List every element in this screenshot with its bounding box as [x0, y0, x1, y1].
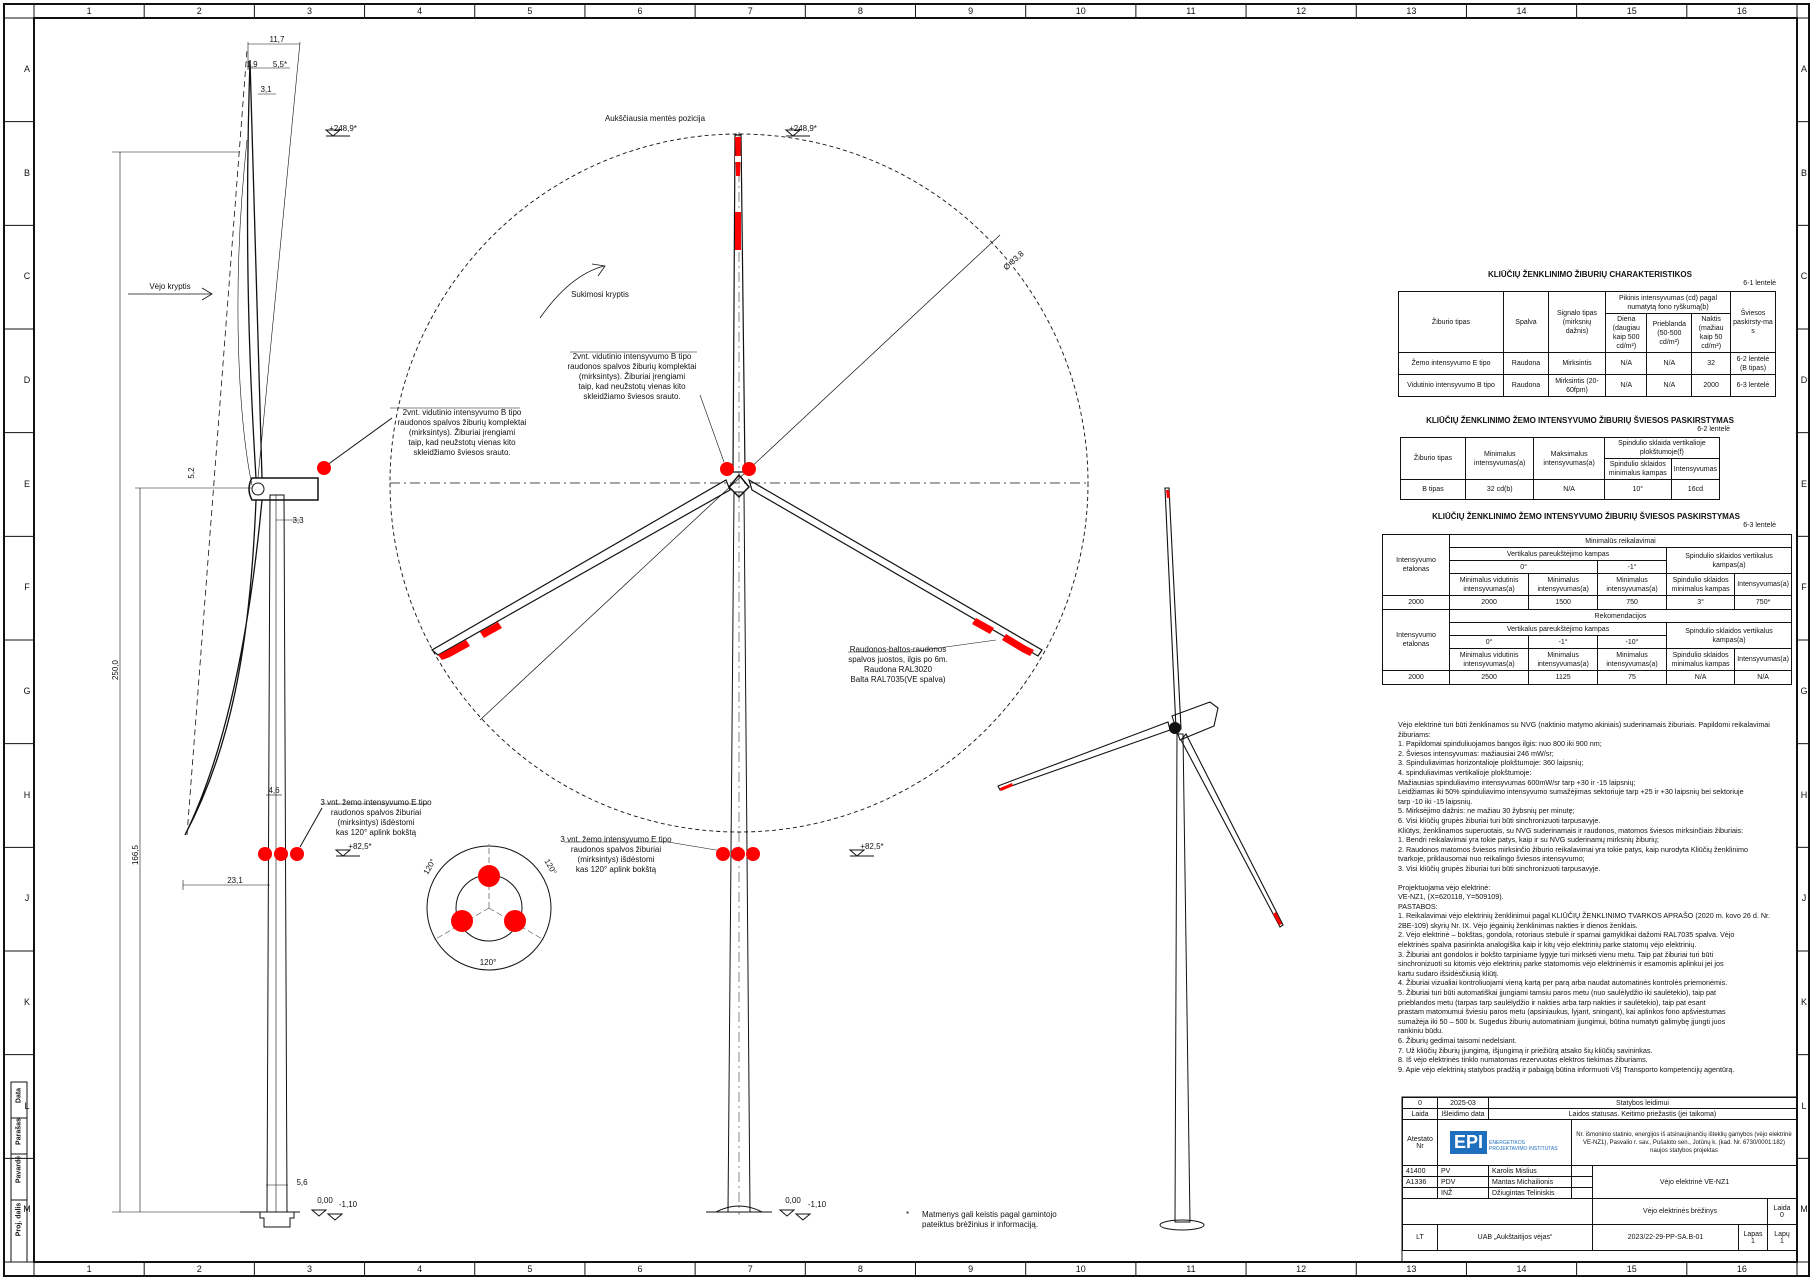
dimension-5-6: 5,6	[296, 1178, 308, 1187]
dimension-3-1: 3,1	[260, 85, 272, 94]
note-line: 2. Vėjo elektrinė – bokštas, gondola, rotoriaus stebulė ir sparnai gamyklikai dažomi RAL7035 spalva. Vėjo	[1398, 930, 1735, 940]
t3-h2-e: Intensyvumas(a)	[1735, 649, 1792, 671]
note-line: tarp -10 iki -15 laipsnių.	[1398, 796, 1473, 806]
grid-column-label: 11	[1186, 1264, 1196, 1274]
t3-h-int: Intensyvumas(a)	[1735, 574, 1792, 596]
rotor-radius-label: Ø 83,8	[1001, 249, 1026, 273]
tb-drawing-name: Vėjo elektrinės brėžinys	[1593, 1199, 1768, 1225]
table1-title: KLIŪČIŲ ŽENKLINIMO ŽIBURIŲ CHARAKTERISTIKOS	[1488, 270, 1692, 279]
t2-h-max: Maksimalus intensyvumas(a)	[1534, 438, 1604, 480]
tb-person-id: A1336	[1403, 1177, 1438, 1188]
note-line: prieblandos metu (tarpas tarp saulėlydžio ir nakties arba tarp nakties ir saulėtekio), taip pat esant	[1398, 997, 1706, 1007]
t3-h2-b: Minimalus intensyvumas(a)	[1529, 649, 1598, 671]
side-stamp	[11, 1082, 27, 1262]
t1-h-type: Žiburio tipas	[1399, 292, 1504, 353]
grid-row-label: J	[1801, 893, 1807, 904]
t1-h-color: Spalva	[1504, 292, 1549, 353]
grid-row-label: L	[1801, 1100, 1807, 1111]
plan-red-lights	[451, 865, 526, 932]
t3-h-min-req: Minimalūs reikalavimai	[1450, 535, 1792, 548]
t3-h-spread: Spindulio sklaidos vertikalus kampas(a)	[1667, 548, 1792, 574]
note-line: PASTABOS:	[1398, 901, 1438, 911]
t1-cell: N/A	[1606, 353, 1647, 375]
grid-column-label: 9	[968, 6, 974, 16]
note-line	[1398, 874, 1790, 883]
grid-column-label: 13	[1406, 6, 1417, 16]
grid-column-label: 1	[86, 6, 92, 16]
note-line: 2. Raudonos matomos šviesos mirksinčio žiburio reikalavimai yra tokie patys, kaip nurodyta Kliūčių ženklinimo	[1398, 844, 1748, 854]
tb-person-role: PDV	[1438, 1177, 1489, 1188]
tb-lapas: 1	[1751, 1237, 1755, 1245]
grid-column-label: 9	[968, 1264, 974, 1274]
grid-row-label: H	[23, 789, 31, 800]
table-row	[1383, 596, 1792, 610]
t3-h-m1: -1°	[1598, 561, 1667, 574]
grid-row-label: H	[1800, 789, 1808, 800]
note-line: sinchronizuoti su kitomis vėjo elektrinių parke statomomis vėjo elektrinėmis ir esamomis aplinkui jei jos	[1398, 959, 1724, 969]
tb-lapu-cell	[1768, 1225, 1797, 1251]
note-line: 3. Žiburiai ant gondolos ir bokšto tarpiniame lygyje turi mirksėti vienu metu. Taip pat žiburiai turi būti	[1398, 949, 1714, 959]
t3-h-min-int: Minimalus intensyvumas(a)	[1529, 574, 1598, 596]
grid-row-label: F	[24, 582, 30, 593]
table2	[1400, 437, 1720, 500]
t1-cell: 6-3 lentelė	[1731, 375, 1776, 397]
angle-label-left: 120°	[421, 857, 438, 877]
grid-row-label: M	[1800, 1204, 1808, 1215]
table3-title: KLIŪČIŲ ŽENKLINIMO ŽEMO INTENSYVUMO ŽIBURIŲ ŠVIESOS PASKIRSTYMAS	[1432, 512, 1740, 521]
note-line: 1. Bendri reikalavimai yra tokie patys, kaip ir su NVG suderinamų mirksnių žiburių;	[1398, 835, 1659, 845]
t2-h-angle: Spindulio sklaidos minimalus kampas	[1604, 459, 1671, 480]
grid-row-label: C	[23, 271, 31, 282]
note-line: prastam matomumui šviesiu paros metu (apsiniaukus, lyjant, sningant), kai aplinkos fono apšviestumas	[1398, 1007, 1726, 1017]
t1-cell: N/A	[1647, 353, 1692, 375]
t3-cell: 3°	[1667, 596, 1735, 610]
note-line: 1. Reikalavimai vėjo elektrinių ženklinimui pagal KLIŪČIŲ ŽENKLINIMO TVARKOS APRAŠO (2020 m. kovo 26 d. Nr.	[1398, 911, 1771, 921]
grid-column-label: 12	[1296, 1264, 1307, 1274]
note-line: 6. Visi kliūčių grupės žiburiai turi būti sinchronizuoti tarpusavyje.	[1398, 815, 1601, 825]
grid-column-label: 3	[306, 1264, 312, 1274]
note-line: 1. Papildomai spinduliuojamos bangos ilgis: nuo 800 iki 900 nm;	[1398, 739, 1602, 749]
callout-blade-bands: Raudonos-baltos-raudonos spalvos juostos, ilgis po 6m. Raudona RAL3020 Balta RAL7035(VE spalva)	[848, 645, 948, 684]
t3-cell: 2500	[1450, 671, 1529, 685]
t1-h-night: Naktis (mažiau kaip 50 cd/m²)	[1692, 314, 1731, 353]
t3-h-min-int2: Minimalus intensyvumas(a)	[1598, 574, 1667, 596]
side-stamp-surname: Pavardė	[15, 1155, 23, 1184]
grid-column-label: 10	[1075, 6, 1086, 16]
note-line: kartu sudaro išsidėsčiusią kliūtį.	[1398, 968, 1499, 978]
grid-column-label: 4	[417, 6, 423, 16]
t1-h-intensity: Pikinis intensyvumas (cd) pagal numatytą fono ryškumą(b)	[1606, 292, 1731, 314]
front-red-lights	[716, 462, 760, 861]
footnote-mark: *	[906, 1210, 910, 1219]
t2-h-intensity: Intensyvumas	[1671, 459, 1719, 480]
note-line: žiburiams:	[1398, 729, 1431, 739]
t1-cell: 2000	[1692, 375, 1731, 397]
front-view	[390, 130, 1088, 1220]
elevation-ground-c: 0,00	[785, 1196, 801, 1205]
note-line: 5. Mirksėjimo dažnis: ne mažiau 30 žybsnių per minutę;	[1398, 806, 1575, 816]
grid-row-label: M	[23, 1204, 31, 1215]
t1-cell: Žemo intensyvumo E tipo	[1399, 353, 1504, 375]
t3-h2-a: Minimalus vidutinis intensyvumas(a)	[1450, 649, 1529, 671]
tb-laida-val: 0	[1780, 1211, 1784, 1219]
t3-cell: 2000	[1383, 671, 1450, 685]
wind-direction-label: Vėjo kryptis	[149, 282, 191, 291]
tb-lapas-cell	[1739, 1225, 1768, 1251]
rotation-direction-label: Sukimosi kryptis	[571, 290, 629, 299]
tb-person-name: Karolis Mislius	[1489, 1166, 1572, 1177]
dimension-4-6: 4,6	[268, 786, 280, 795]
grid-row-label: B	[23, 167, 30, 178]
grid-column-label: 1	[86, 1264, 92, 1274]
note-line: 2. Šviesos intensyvumas: mažiausiai 246 mW/sr;	[1398, 748, 1554, 758]
note-line: Mažiausias spinduliavimo intensyvumas 600mW/sr tarp +30 ir -15 laipsnių;	[1398, 777, 1636, 787]
grid-column-label: 2	[196, 1264, 202, 1274]
grid-column-label: 8	[857, 6, 863, 16]
grid-column-label: 2	[196, 6, 202, 16]
dimension-250: 250,0	[111, 659, 120, 681]
tb-rev-date: 2025-03	[1438, 1098, 1489, 1109]
grid-row-label: L	[24, 1100, 30, 1111]
t1-cell: Raudona	[1504, 353, 1549, 375]
tb-h-lapu: Lapų	[1774, 1230, 1790, 1238]
logo-text: ENERGETIKOS PROJEKTAVIMO INSTITUTAS	[1488, 1140, 1558, 1153]
t3-h-recommendations: Rekomendacijos	[1450, 610, 1792, 623]
note-line: 8. Iš vėjo elektrinės tinklo numatomas rezervuotas elektros tiekimas žiburiams.	[1398, 1055, 1648, 1065]
dimension-11-7: 11,7	[269, 35, 285, 44]
grid-row-label: B	[1800, 167, 1807, 178]
dimension-5-5: 5,5*	[272, 60, 288, 69]
table-row	[1399, 353, 1776, 375]
tb-country: LT	[1403, 1225, 1438, 1251]
dimension-3-3: 3,3	[292, 516, 304, 525]
t3-cell: 750	[1598, 596, 1667, 610]
grid-column-label: 12	[1296, 6, 1307, 16]
tb-h-status: Laidos statusas. Keitimo priežastis (jei taikoma)	[1489, 1109, 1797, 1120]
t2-h-type: Žiburio tipas	[1401, 438, 1466, 480]
dimension-1-9: 1,9	[246, 60, 258, 69]
angle-label-bottom: 120°	[479, 958, 497, 967]
tb-h-laida2: Laida	[1773, 1204, 1791, 1212]
t3-h-0: 0°	[1450, 561, 1598, 574]
tb-rev: 0	[1403, 1098, 1438, 1109]
grid-row-label: D	[1800, 374, 1808, 385]
tb-person-id: 41400	[1403, 1166, 1438, 1177]
note-line: tvarkoje, priklausomai nuo reikalingo šviesos intensyvumo;	[1398, 854, 1585, 864]
grid-column-label: 3	[306, 6, 312, 16]
title-block	[1402, 1097, 1797, 1251]
grid-column-label: 7	[747, 1264, 753, 1274]
t3-h2-0: 0°	[1450, 636, 1529, 649]
grid-row-label: J	[24, 893, 30, 904]
note-line: rankiniu būdu.	[1398, 1026, 1444, 1036]
grid-column-label: 16	[1736, 6, 1747, 16]
t3-h-spread-2: Spindulio sklaidos vertikalus kampas(a)	[1667, 623, 1792, 649]
note-line: elektrinės spalva pasirinkta analogiška kaip ir kitų vėjo elektrinių parke statomų vėjo elektrinių.	[1398, 940, 1697, 950]
front-red-bands	[438, 137, 1034, 660]
table2-title: KLIŪČIŲ ŽENKLINIMO ŽEMO INTENSYVUMO ŽIBURIŲ ŠVIESOS PASKIRSTYMAS	[1426, 416, 1734, 425]
grid-column-label: 13	[1406, 1264, 1417, 1274]
t1-cell: Vidutinio intensyvumo B tipo	[1399, 375, 1504, 397]
elevation-hub-front: +82,5*	[860, 842, 884, 851]
tb-client: UAB „Aukštaitijos vėjas“	[1438, 1225, 1593, 1251]
note-line: Kliūtys, ženklinamos superuotais, su NVG suderinamais ir raudonos, matomos šviesos mirksinčiais žiburiais:	[1398, 825, 1744, 835]
t2-cell: N/A	[1534, 480, 1604, 500]
t2-h-spread: Spindulio sklaida vertikalioje plokštumoje(f)	[1604, 438, 1719, 459]
table1-ref: 6-1 lentelė	[1743, 280, 1776, 287]
note-line: 3. Spinduliavimas horizontalioje plokštumoje: 360 laipsnių;	[1398, 758, 1584, 768]
grid-row-label: G	[23, 685, 31, 696]
t3-cell: 2000	[1383, 596, 1450, 610]
tb-rev-status: Statybos leidimui	[1489, 1098, 1797, 1109]
tb-project: Nr. išmoninio statinio, energijos iš atsinaujinančių išteklių gamybos (vėjo elektrinė VE-NZ1), Pasvalio r. sav., Pušaloto sen., Jotūnų k. (kad. Nr. 6730/0001:182) naujos statybos projektas	[1572, 1120, 1797, 1166]
company-logo	[1438, 1120, 1572, 1166]
side-stamp-data: Data	[15, 1087, 23, 1104]
grid-column-label: 14	[1516, 6, 1527, 16]
t3-cell: 75	[1598, 671, 1667, 685]
t1-h-distribution: Šviesos paskirsty-ma s	[1731, 292, 1776, 353]
table-row	[1383, 671, 1792, 685]
elevation-ground-b: -1,10	[338, 1200, 358, 1209]
grid-row-label: D	[23, 374, 31, 385]
t3-h-vert: Vertikalus pareukštėjimo kampas	[1450, 548, 1667, 561]
tb-person-id	[1403, 1188, 1438, 1199]
t3-cell: N/A	[1735, 671, 1792, 685]
dimension-166-5: 166,5	[131, 844, 140, 866]
grid-column-label: 4	[417, 1264, 423, 1274]
t3-h2-m10: -10°	[1598, 636, 1667, 649]
iso-red-bands	[1000, 490, 1282, 925]
tb-h-lapas: Lapas	[1743, 1230, 1763, 1238]
t1-cell: Mirksintis	[1549, 353, 1606, 375]
iso-view	[998, 488, 1283, 1230]
side-stamp-part: Proj. dalis	[15, 1202, 23, 1237]
top-blade-label: Aukščiausia mentės pozicija	[604, 114, 706, 123]
dimension-23-1: 23,1	[227, 876, 243, 885]
table3-ref: 6-3 lentelė	[1743, 522, 1776, 529]
grid-row-label: K	[23, 996, 30, 1007]
grid-column-label: 7	[747, 6, 753, 16]
grid-row-label: E	[23, 478, 30, 489]
dimension-5-2: 5,2	[187, 467, 196, 479]
tb-lapu: 1	[1780, 1237, 1784, 1245]
t3-h2-d: Spindulio sklaidos minimalus kampas	[1667, 649, 1735, 671]
table1	[1398, 291, 1776, 397]
t3-h-min-angle: Spindulio sklaidos minimalus kampas	[1667, 574, 1735, 596]
note-line: 5. Žiburiai turi būti automatiškai įjungiami tamsiu paros metu (nuo saulėlydžio iki saulėtekio), taip pat	[1398, 988, 1716, 998]
t3-h-etalon: Intensyvumo etalonas	[1383, 535, 1450, 596]
grid-column-label: 5	[527, 6, 533, 16]
t1-h-day: Diena (daugiau kaip 500 cd/m²)	[1606, 314, 1647, 353]
tb-person-name: Džiugintas Teliniskis	[1489, 1188, 1572, 1199]
side-stamp-signature: Parašas	[15, 1118, 23, 1145]
elevation-ground-a: 0,00	[317, 1196, 333, 1205]
t1-cell: Mirksintis (20-60fpm)	[1549, 375, 1606, 397]
t1-h-signal: Signalo tipas (mirksnių dažnis)	[1549, 292, 1606, 353]
t3-h-etalon-2: Intensyvumo etalonas	[1383, 610, 1450, 671]
t3-cell: 1125	[1529, 671, 1598, 685]
t3-h-min-avg: Minimalus vidutinis intensyvumas(a)	[1450, 574, 1529, 596]
t1-h-twilight: Prieblanda (50-500 cd/m²)	[1647, 314, 1692, 353]
grid-row-label: C	[1800, 271, 1808, 282]
tb-laida-cell	[1768, 1199, 1797, 1225]
table2-ref: 6-2 lentelė	[1697, 426, 1730, 433]
t2-cell: 16cd	[1671, 480, 1719, 500]
note-line: 9. Apie vėjo elektrinių statybos pradžią ir pabaigą būtina informuoti VšĮ Transporto kompetencijų agentūrą.	[1398, 1064, 1735, 1074]
table-row	[1399, 375, 1776, 397]
table3	[1382, 534, 1792, 685]
t2-cell: 10°	[1604, 480, 1671, 500]
tb-h-date: Išleidimo data	[1438, 1109, 1489, 1120]
table-row	[1401, 480, 1720, 500]
t1-cell: N/A	[1647, 375, 1692, 397]
elevation-top-side: +248,9*	[329, 124, 357, 133]
footnote: Matmenys gali keistis pagal gamintojo pateiktus brėžinius ir informaciją.	[922, 1210, 1057, 1229]
elevation-hub-side: +82,5*	[348, 842, 372, 851]
tb-person-role: PV	[1438, 1166, 1489, 1177]
tb-object: Vėjo elektrinė VE-NZ1	[1593, 1166, 1797, 1199]
elevation-top-front: +248,9*	[789, 124, 817, 133]
note-line: VE-NZ1, (X=620118, Y=509109).	[1398, 892, 1504, 902]
note-line: 7. Už kliūčių žiburių įjungimą, išjungimą ir priežiūrą atsako šių kliūčių savininkas.	[1398, 1045, 1653, 1055]
grid-column-label: 10	[1075, 1264, 1086, 1274]
t2-h-min: Minimalus intensyvumas(a)	[1466, 438, 1534, 480]
tb-h-atestat: Atestato Nr	[1403, 1120, 1438, 1166]
note-line: 4. spinduliavimas vertikalioje plokštumoje:	[1398, 767, 1532, 777]
note-line: 3. Visi kliūčių grupės žiburiai turi būti sinchronizuoti tarpusavyje.	[1398, 863, 1601, 873]
grid-column-label: 6	[637, 6, 643, 16]
t1-cell: 32	[1692, 353, 1731, 375]
grid-row-label: F	[1801, 582, 1807, 593]
t3-cell: N/A	[1667, 671, 1735, 685]
callout-front-low-lights: 3 vnt. žemo intensyvumo E tipo raudonos spalvos žiburiai (mirksintys) išdėstomi kas 120° aplink bokštą	[560, 835, 672, 874]
grid-column-label: 15	[1626, 1264, 1637, 1274]
note-line: sumažėja iki 50 – 500 lx. Sugedus žiburių automatiniam įjungimui, būtina numatyti galimybę įjungti juos	[1398, 1016, 1726, 1026]
t1-cell: N/A	[1606, 375, 1647, 397]
tb-h-laida: Laida	[1403, 1109, 1438, 1120]
callout-side-low-lights: 3 vnt. žemo intensyvumo E tipo raudonos spalvos žiburiai (mirksintys) išdėstomi kas 120° aplink bokštą	[320, 798, 432, 837]
grid-row-label: G	[1800, 685, 1808, 696]
grid-column-label: 11	[1186, 6, 1196, 16]
tb-code: 2023/22-29-PP-SA.B-01	[1593, 1225, 1739, 1251]
grid-row-label: A	[23, 63, 30, 74]
grid-column-label: 8	[857, 1264, 863, 1274]
callout-front-medium-lights: 2vnt. vidutinio intensyvumo B tipo raudonos spalvos žiburių komplektai (mirksintys). Žiburiai įrengiami taip, kad neužstotų vienas kito skleidžiamo šviesos srauto.	[567, 352, 697, 401]
notes-block	[1398, 720, 1790, 1074]
t3-cell: 2000	[1450, 596, 1529, 610]
t3-h-vert-2: Vertikalus pareukštėjimo kampas	[1450, 623, 1667, 636]
note-line: 6. Žiburių gedimai taisomi nedelsiant.	[1398, 1036, 1517, 1045]
grid-row-label: K	[1800, 996, 1807, 1007]
t3-h2-c: Minimalus intensyvumas(a)	[1598, 649, 1667, 671]
t3-cell: 1500	[1529, 596, 1598, 610]
grid-column-label: 5	[527, 1264, 533, 1274]
t2-cell: B tipas	[1401, 480, 1466, 500]
note-line: 2BE-109) skyrių Nr. IX. Vėjo jėgainių ženklinimas nakties ir dienos ženklais.	[1398, 920, 1638, 930]
plan-detail	[427, 844, 551, 970]
angle-label-right: 120°	[542, 857, 559, 877]
grid-row-label: E	[1800, 478, 1807, 489]
note-line: Vėjo elektrinė turi būti ženklinamos su NVG (naktinio matymo akiniais) suderinamais žiburiais. Papildomi reikalavimai	[1398, 720, 1770, 729]
callout-side-medium-lights: 2vnt. vidutinio intensyvumo B tipo raudonos spalvos žiburių komplektai (mirksintys). Žiburiai įrengiami taip, kad neužstotų vienas kito skleidžiamo šviesos srauto.	[397, 408, 527, 457]
grid-column-label: 6	[637, 1264, 643, 1274]
t3-h2-m1: -1°	[1529, 636, 1598, 649]
grid-column-label: 16	[1736, 1264, 1747, 1274]
grid-row-label: A	[1800, 63, 1807, 74]
note-line: 4. Žiburiai vizualiai kontroliuojami vieną kartą per parą arba naudat automatinės kontrolės priemonėmis.	[1398, 978, 1728, 988]
t3-cell: 750*	[1735, 596, 1792, 610]
note-line: Projektuojama vėjo elektrinė:	[1398, 882, 1491, 892]
tb-person-role: INŽ	[1438, 1188, 1489, 1199]
logo-mark: EPI	[1450, 1131, 1487, 1154]
tb-person-name: Mantas Michailionis	[1489, 1177, 1572, 1188]
grid-column-label: 15	[1626, 6, 1637, 16]
note-line: Leidžiamas iki 50% spinduliavimo intensyvumo sumažėjimas sektoriuje tarp +25 ir +30 laipsnių bei sektoriuje	[1398, 787, 1744, 797]
t1-cell: Raudona	[1504, 375, 1549, 397]
elevation-ground-d: -1,10	[807, 1200, 827, 1209]
t2-cell: 32 cd(b)	[1466, 480, 1534, 500]
grid-column-label: 14	[1516, 1264, 1527, 1274]
t1-cell: 6-2 lentelė (B tipas)	[1731, 353, 1776, 375]
